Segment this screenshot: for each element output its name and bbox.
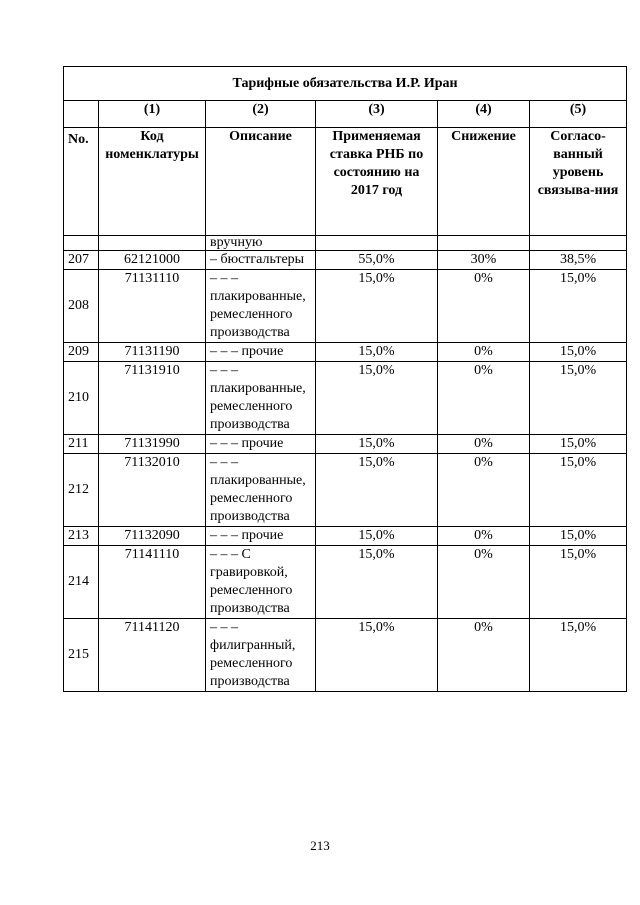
column-number-1: (1) xyxy=(99,101,206,128)
tariff-table xyxy=(63,66,627,692)
row-reduction: 0% xyxy=(438,527,530,546)
header-description: Описание xyxy=(206,128,316,236)
row-applied: 15,0% xyxy=(316,435,438,454)
continuation-row xyxy=(64,236,627,251)
row-reduction: 0% xyxy=(438,362,530,435)
row-bound: 15,0% xyxy=(530,546,627,619)
table-row xyxy=(64,454,627,527)
table-row xyxy=(64,619,627,692)
table-row xyxy=(64,251,627,270)
row-bound: 15,0% xyxy=(530,270,627,343)
table-row xyxy=(64,546,627,619)
row-code: 71141110 xyxy=(99,546,206,619)
row-bound: 38,5% xyxy=(530,251,627,270)
table-row xyxy=(64,435,627,454)
row-description: – – – филигранный, ремесленного производства xyxy=(206,619,316,692)
row-applied: 15,0% xyxy=(316,343,438,362)
row-bound: 15,0% xyxy=(530,454,627,527)
row-reduction: 30% xyxy=(438,251,530,270)
header-bound-rate: Согласо-ванный уровень связыва-ния xyxy=(530,128,627,236)
continuation-description: вручную xyxy=(206,236,316,251)
title-row xyxy=(64,67,627,101)
row-bound: 15,0% xyxy=(530,362,627,435)
page-number: 213 xyxy=(310,838,330,853)
row-code: 71132010 xyxy=(99,454,206,527)
table-row xyxy=(64,343,627,362)
header-no: No. xyxy=(64,128,99,236)
table-row xyxy=(64,527,627,546)
column-number-3: (3) xyxy=(316,101,438,128)
row-no: 209 xyxy=(64,343,99,362)
row-bound: 15,0% xyxy=(530,527,627,546)
row-no: 207 xyxy=(64,251,99,270)
row-code: 71141120 xyxy=(99,619,206,692)
table-title: Тарифные обязательства И.Р. Иран xyxy=(64,67,627,101)
row-reduction: 0% xyxy=(438,435,530,454)
row-bound: 15,0% xyxy=(530,343,627,362)
row-bound: 15,0% xyxy=(530,435,627,454)
header-row xyxy=(64,128,627,236)
row-code: 62121000 xyxy=(99,251,206,270)
row-no: 214 xyxy=(64,546,99,619)
row-description: – бюстгальтеры xyxy=(206,251,316,270)
row-description: – – – плакированные, ремесленного производства xyxy=(206,454,316,527)
table-row xyxy=(64,270,627,343)
row-no: 215 xyxy=(64,619,99,692)
column-number-5: (5) xyxy=(530,101,627,128)
row-applied: 15,0% xyxy=(316,362,438,435)
row-applied: 15,0% xyxy=(316,546,438,619)
row-applied: 15,0% xyxy=(316,454,438,527)
column-number-row xyxy=(64,101,627,128)
row-code: 71132090 xyxy=(99,527,206,546)
row-reduction: 0% xyxy=(438,619,530,692)
row-applied: 15,0% xyxy=(316,527,438,546)
row-no: 213 xyxy=(64,527,99,546)
row-no: 208 xyxy=(64,270,99,343)
row-code: 71131110 xyxy=(99,270,206,343)
row-description: – – – плакированные, ремесленного производства xyxy=(206,362,316,435)
table-row xyxy=(64,362,627,435)
row-applied: 15,0% xyxy=(316,270,438,343)
column-number-4: (4) xyxy=(438,101,530,128)
row-description: – – – С гравировкой, ремесленного производства xyxy=(206,546,316,619)
row-no: 211 xyxy=(64,435,99,454)
header-reduction: Снижение xyxy=(438,128,530,236)
column-number-empty xyxy=(64,101,99,128)
row-code: 71131190 xyxy=(99,343,206,362)
row-bound: 15,0% xyxy=(530,619,627,692)
row-description: – – – прочие xyxy=(206,527,316,546)
column-number-2: (2) xyxy=(206,101,316,128)
row-reduction: 0% xyxy=(438,454,530,527)
row-no: 212 xyxy=(64,454,99,527)
row-applied: 55,0% xyxy=(316,251,438,270)
row-code: 71131990 xyxy=(99,435,206,454)
header-code: Код номенклатуры xyxy=(99,128,206,236)
row-reduction: 0% xyxy=(438,343,530,362)
row-reduction: 0% xyxy=(438,270,530,343)
row-reduction: 0% xyxy=(438,546,530,619)
row-no: 210 xyxy=(64,362,99,435)
row-description: – – – прочие xyxy=(206,435,316,454)
header-applied-rate: Применяемая ставка РНБ по состоянию на 2017 год xyxy=(316,128,438,236)
row-applied: 15,0% xyxy=(316,619,438,692)
row-description: – – – прочие xyxy=(206,343,316,362)
row-description: – – – плакированные, ремесленного производства xyxy=(206,270,316,343)
row-code: 71131910 xyxy=(99,362,206,435)
